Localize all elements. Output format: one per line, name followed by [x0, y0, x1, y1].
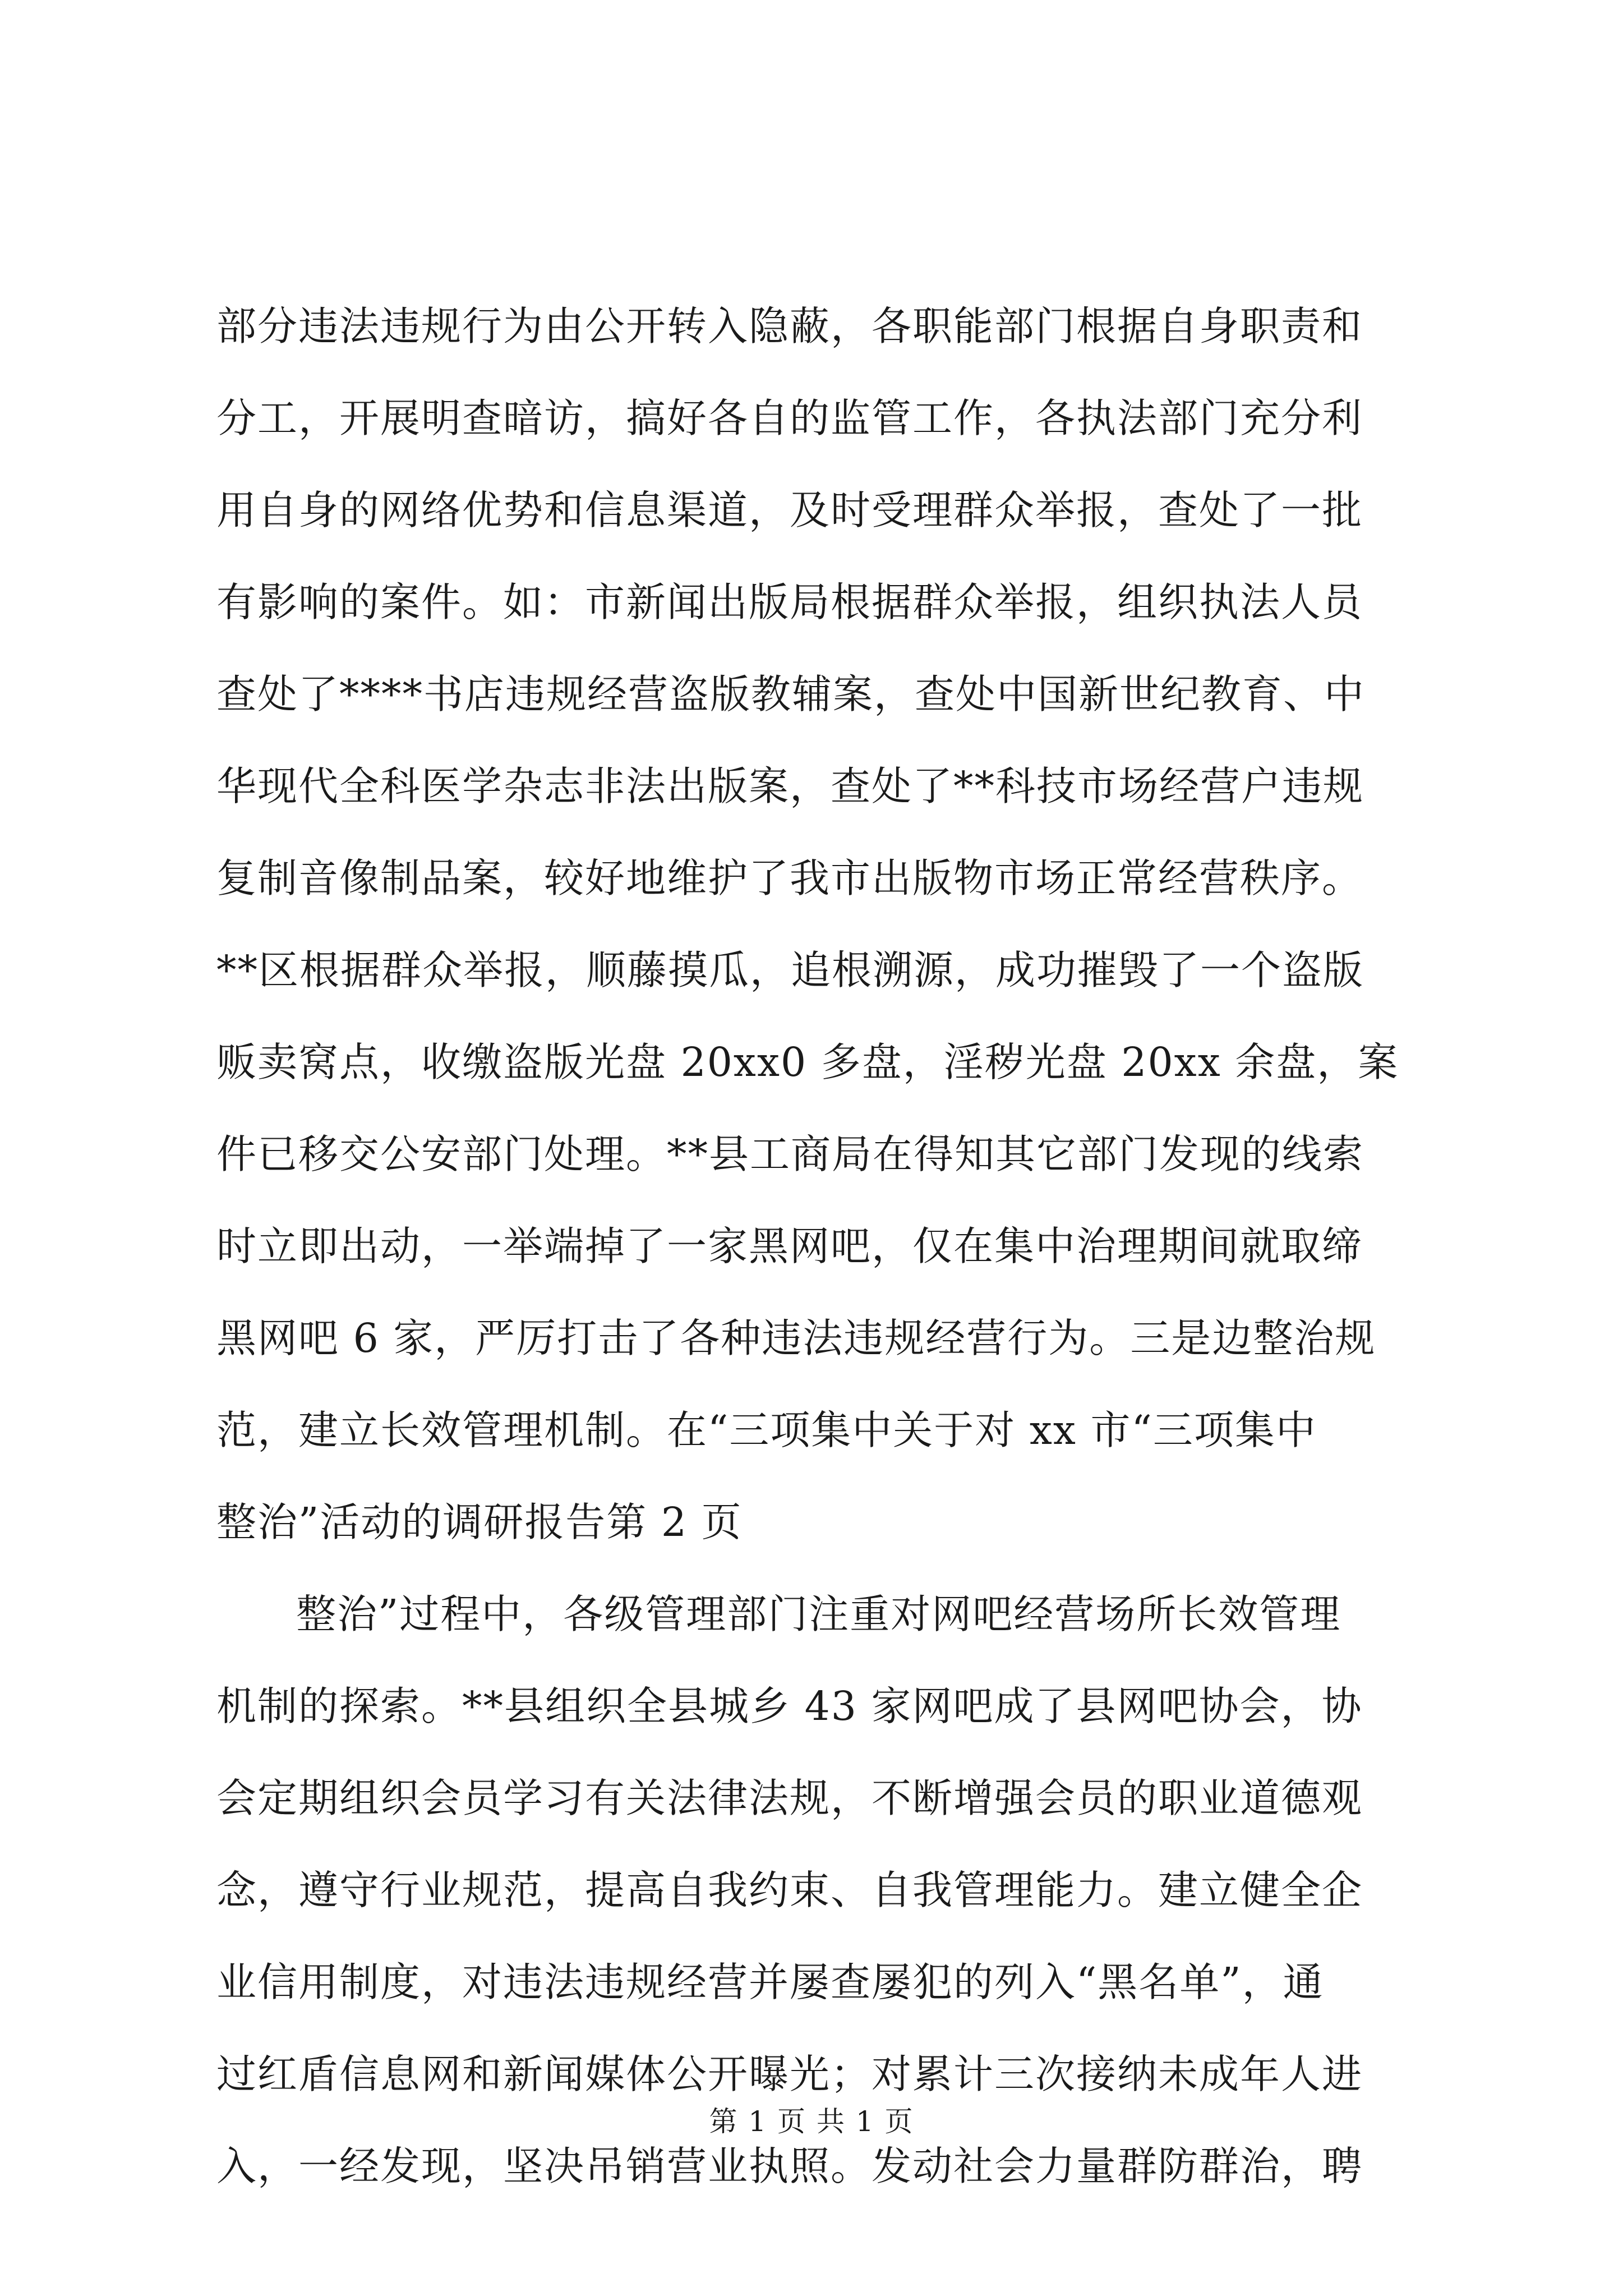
paragraph-first-line: 整治”过程中，各级管理部门注重对网吧经营场所长效管理 [296, 1591, 1341, 1637]
text-line: 复制音像制品案，较好地维护了我市出版物市场正常经营秩序。 [216, 855, 1363, 901]
document-body [216, 280, 1422, 2212]
text-line: 时立即出动，一举端掉了一家黑网吧，仅在集中治理期间就取缔 [216, 1223, 1363, 1269]
text-line: 范，建立长效管理机制。在“三项集中关于对 xx 市“三项集中 [216, 1407, 1317, 1453]
text-line: 黑网吧 6 家，严厉打击了各种违法违规经营行为。三是边整治规 [216, 1315, 1376, 1361]
page-footer [0, 2105, 1623, 2138]
text-line: 分工，开展明查暗访，搞好各自的监管工作，各执法部门充分利 [216, 395, 1363, 441]
text-line: 查处了****书店违规经营盗版教辅案，查处中国新世纪教育、中 [216, 671, 1366, 717]
text-line: 有影响的案件。如：市新闻出版局根据群众举报，组织执法人员 [216, 579, 1363, 625]
text-line: 机制的探索。**县组织全县城乡 43 家网吧成了县网吧协会，协 [216, 1683, 1363, 1729]
text-line: 用自身的网络优势和信息渠道，及时受理群众举报，查处了一批 [216, 487, 1363, 533]
text-line: 部分违法违规行为由公开转入隐蔽，各职能部门根据自身职责和 [216, 303, 1363, 349]
text-line: 入，一经发现，坚决吊销营业执照。发动社会力量群防群治，聘 [216, 2143, 1363, 2189]
text-line: 件已移交公安部门处理。**县工商局在得知其它部门发现的线索 [216, 1131, 1364, 1177]
text-line: 贩卖窝点，收缴盗版光盘 20xx0 多盘，淫秽光盘 20xx 余盘，案 [216, 1039, 1399, 1085]
text-line: 华现代全科医学杂志非法出版案，查处了**科技市场经营户违规 [216, 763, 1364, 809]
text-line: 整治”活动的调研报告第 2 页 [216, 1499, 743, 1545]
text-line: **区根据群众举报，顺藤摸瓜，追根溯源，成功摧毁了一个盗版 [216, 947, 1364, 993]
text-line: 念，遵守行业规范，提高自我约束、自我管理能力。建立健全企 [216, 1867, 1363, 1913]
page-number: 第 1 页 共 1 页 [709, 2105, 914, 2138]
text-line: 过红盾信息网和新闻媒体公开曝光；对累计三次接纳未成年人进 [216, 2051, 1363, 2097]
text-line: 会定期组织会员学习有关法律法规，不断增强会员的职业道德观 [216, 1775, 1363, 1821]
text-line: 业信用制度，对违法违规经营并屡查屡犯的列入“黑名单”，通 [216, 1959, 1324, 2005]
